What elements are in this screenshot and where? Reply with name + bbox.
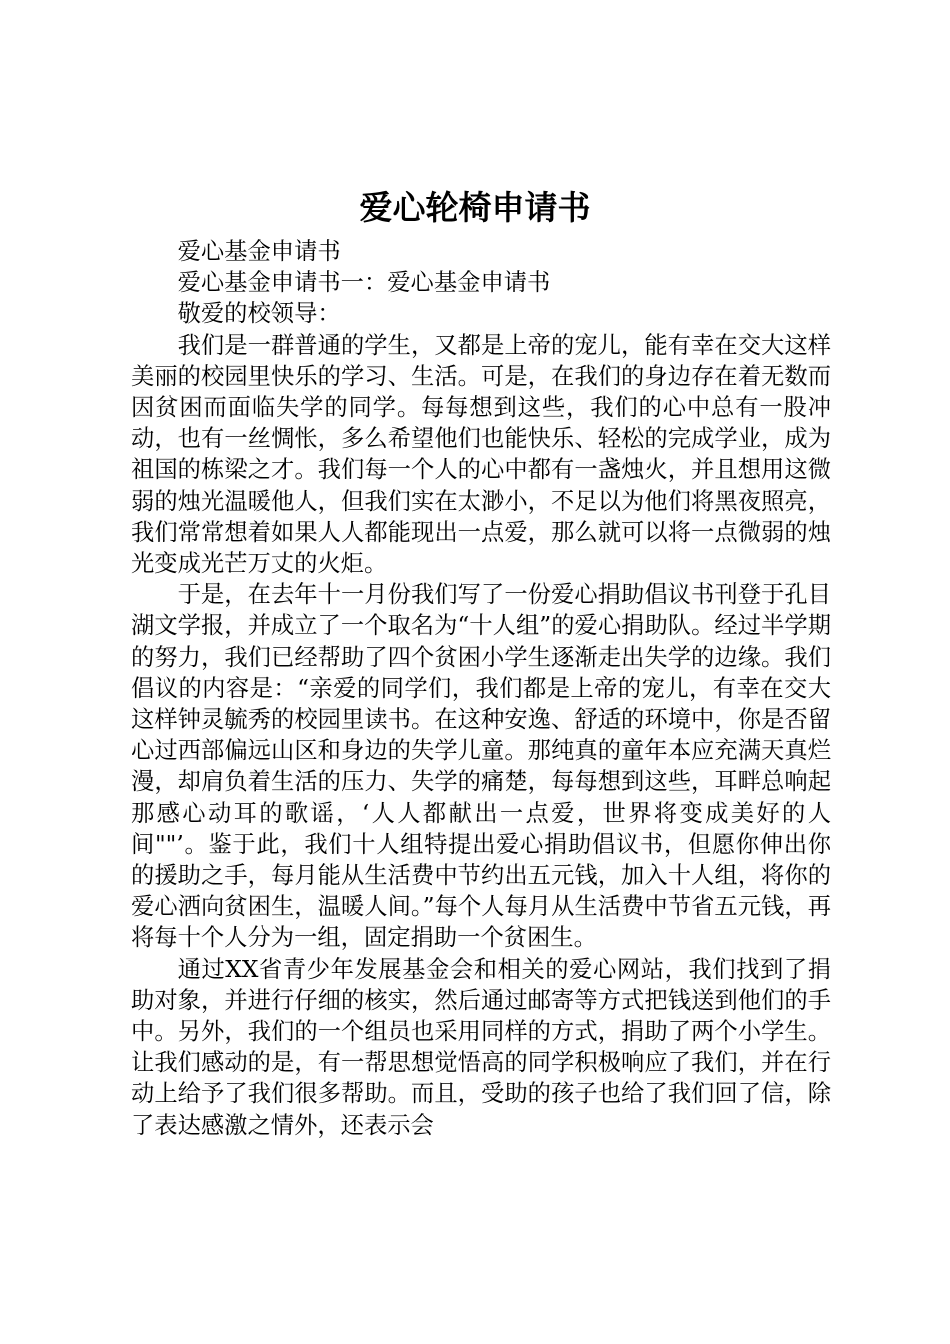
- paragraph-subheading: 爱心基金申请书一：爱心基金申请书: [177, 269, 551, 297]
- paragraph-body: 通过XX省青少年发展基金会和相关的爱心网站，我们找到了捐助对象，并进行仔细的核实，然后通过邮寄等方式把钱送到他们的手中。另外，我们的一个组员也采用同样的方式，捐助了两个小学生。让我们感动的是，有一帮思想觉悟高的同学积极响应了我们，并在行动上给予了我们很多帮助。而且，受助的孩子也给了我们回了信，除了表达感激之情外，还表示会: [131, 955, 831, 1139]
- paragraph-body: 于是，在去年十一月份我们写了一份爱心捐助倡议书刊登于孔目湖文学报，并成立了一个取名为“十人组”的爱心捐助队。经过半学期的努力，我们已经帮助了四个贫困小学生逐渐走出失学的边缘。我们倡议的内容是：“亲爱的同学们，我们都是上帝的宠儿，有幸在交大这样钟灵毓秀的校园里读书。在这种安逸、舒适的环境中，你是否留心过西部偏远山区和身边的失学儿童。那纯真的童年本应充满天真烂漫，却肩负着生活的压力、失学的痛楚，每每想到这些，耳畔总响起那感心动耳的歌谣，‘人人都献出一点爱，世界将变成美好的人间""’。鉴于此，我们十人组特提出爱心捐助倡议书，但愿你伸出你的援助之手，每月能从生活费中节约出五元钱，加入十人组，将你的爱心洒向贫困生，温暖人间。”每个人每月从生活费中节省五元钱，再将每十个人分为一组，固定捐助一个贫困生。: [131, 581, 831, 952]
- paragraph-body: 我们是一群普通的学生，又都是上帝的宠儿，能有幸在交大这样美丽的校园里快乐的学习、生活。可是，在我们的身边存在着无数而因贫困而面临失学的同学。每每想到这些，我们的心中总有一股冲动，也有一丝惆怅，多么希望他们也能快乐、轻松的完成学业，成为祖国的栋梁之才。我们每一个人的心中都有一盏烛火，并且想用这微弱的烛光温暖他人，但我们实在太渺小，不足以为他们将黑夜照亮，我们常常想着如果人人都能现出一点爱，那么就可以将一点微弱的烛光变成光芒万丈的火炬。: [131, 331, 831, 578]
- paragraph-salutation: 敬爱的校领导：: [177, 300, 341, 328]
- document-title: 爱心轮椅申请书: [359, 188, 591, 227]
- paragraph-heading: 爱心基金申请书: [177, 238, 341, 265]
- document-body: [131, 236, 831, 1141]
